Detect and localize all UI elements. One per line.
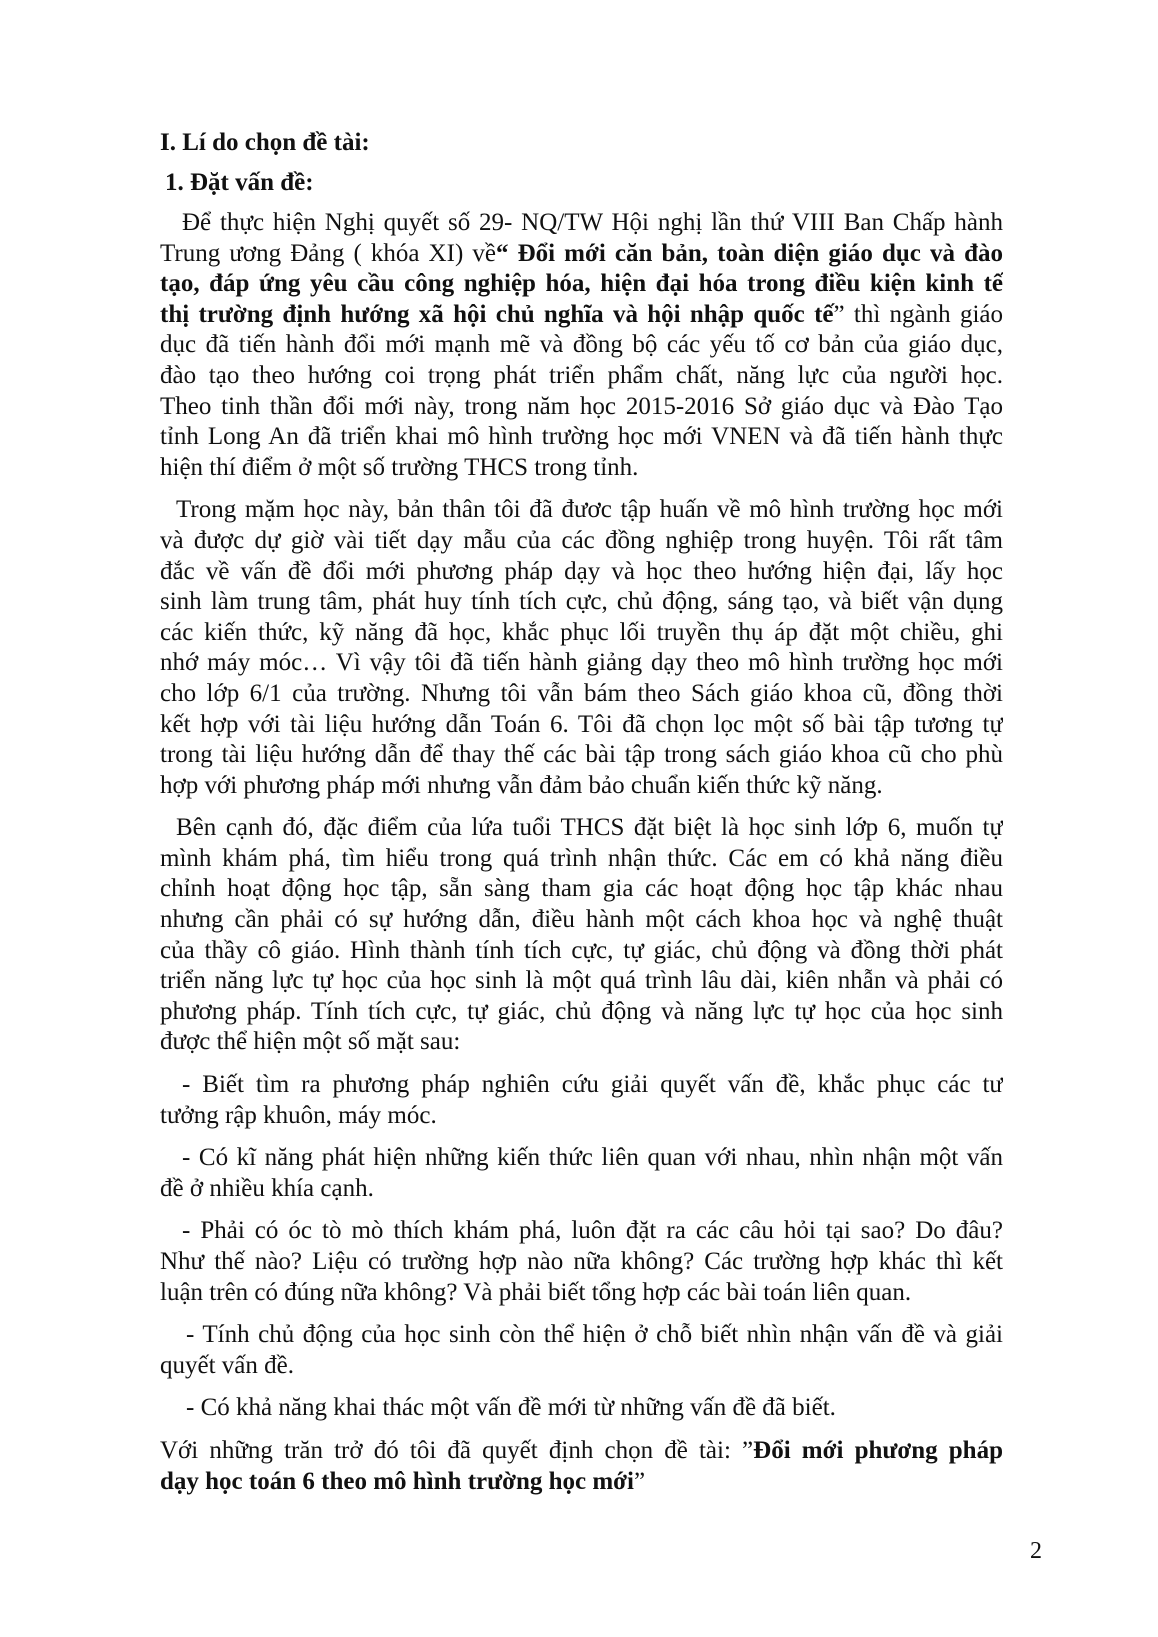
text-line: - Biết tìm ra phương pháp nghiên cứu giải quyết vấn đề, khắc phục các tư (182, 1071, 1003, 1099)
bullet-3 (160, 1216, 1003, 1308)
paragraph-1 (160, 208, 1003, 483)
bullet-2 (160, 1143, 1003, 1204)
bold-text-run: dạy học toán 6 theo mô hình trường học mới (160, 1467, 634, 1495)
text-line: trong tài liệu hướng dẫn để thay thế các bài tập trong sách giáo khoa cũ cho phù (160, 741, 1003, 769)
text-line: phương pháp. Tính tích cực, tự giác, chủ động và năng lực tự học của học sinh (160, 997, 1003, 1025)
text-line: chỉnh hoạt động học tập, sẵn sàng tham gia các hoạt động học tập khác nhau (160, 875, 1003, 903)
text-line (160, 1467, 1003, 1498)
bold-text-run: thị trường định hướng xã hội chủ nghĩa và hội nhập quốc tế (160, 300, 834, 328)
text-line: triển năng lực tự học của học sinh là một quá trình lâu dài, kiên nhẫn và phải có (160, 967, 1003, 995)
text-line: - Có kĩ năng phát hiện những kiến thức liên quan với nhau, nhìn nhận một vấn (182, 1144, 1003, 1172)
text-line: kết hợp với tài liệu hướng dẫn Toán 6. Tôi đã chọn lọc một số bài tập tương tự (160, 710, 1003, 738)
text-line (160, 239, 1003, 270)
text-line: của thầy cô giáo. Hình thành tính tích cực, tự giác, chủ động và đồng thời phát (160, 936, 1003, 964)
text-line: mình khám phá, tìm hiểu trong quá trình nhận thức. Các em có khả năng điều (160, 844, 1003, 872)
bullet-4 (160, 1320, 1003, 1381)
text-line: và được dự giờ vài tiết dạy mẫu của các đồng nghiệp trong huyện. Tôi rất tâm (160, 526, 1003, 554)
text-line: đào tạo theo hướng coi trọng phát triển phẩm chất, năng lực của người học. (160, 361, 1003, 389)
section-heading: I. Lí do chọn đề tài: (160, 129, 370, 156)
text-line: dục đã tiến hành đổi mới mạnh mẽ và đồng bộ các yếu tố cơ bản của giáo dục, (160, 331, 1003, 359)
paragraph-3 (160, 813, 1003, 1058)
text-line: tạo, đáp ứng yêu cầu công nghiệp hóa, hiện đại hóa trong điều kiện kinh tế (160, 270, 1003, 298)
bold-text-run: Đổi mới phương pháp (753, 1436, 1003, 1464)
text-line: nhớ máy móc… Vì vậy tôi đã tiến hành giảng dạy theo mô hình trường học mới (160, 649, 1003, 677)
text-line: tỉnh Long An đã triển khai mô hình trường học mới VNEN và đã tiến hành thực (160, 423, 1003, 451)
text-line (160, 1436, 1003, 1467)
bullet-5 (160, 1393, 1003, 1424)
text-run: ” (633, 1467, 646, 1495)
page-number: 2 (1030, 1538, 1042, 1564)
text-line: tưởng rập khuôn, máy móc. (160, 1101, 437, 1129)
bold-text-run: “ Đổi mới căn bản, toàn diện giáo dục và đào (495, 239, 1003, 267)
text-line: được thể hiện một số mặt sau: (160, 1028, 461, 1056)
text-run: ” thì ngành giáo (833, 300, 1003, 328)
text-run: Với những trăn trở đó tôi đã quyết định chọn đề tài: ” (160, 1436, 754, 1464)
text-line: luận trên có đúng nữa không? Và phải biết tổng hợp các bài toán liên quan. (160, 1278, 912, 1306)
conclusion-paragraph (160, 1436, 1003, 1497)
text-line (160, 300, 1003, 331)
text-line: Theo tinh thần đổi mới này, trong năm học 2015-2016 Sở giáo dục và Đào Tạo (160, 392, 1003, 420)
bullet-1 (160, 1070, 1003, 1131)
text-line: các kiến thức, kỹ năng đã học, khắc phục lối truyền thụ áp đặt một chiều, ghi (160, 618, 1003, 646)
text-line: Để thực hiện Nghị quyết số 29- NQ/TW Hội nghị lần thứ VIII Ban Chấp hành (182, 209, 1003, 236)
text-line: sinh làm trung tâm, phát huy tính tích cực, chủ động, sáng tạo, và biết vận dụng (160, 588, 1003, 616)
text-line: hiện thí điểm ở một số trường THCS trong tỉnh. (160, 453, 639, 481)
text-line: đắc về vấn đề đổi mới phương pháp dạy và học theo hướng hiện đại, lấy học (160, 557, 1003, 585)
text-line: Bên cạnh đó, đặc điểm của lứa tuổi THCS đặt biệt là học sinh lớp 6, muốn tự (176, 814, 1003, 842)
paragraph-2 (160, 495, 1003, 801)
text-line: - Phải có óc tò mò thích khám phá, luôn đặt ra các câu hỏi tại sao? Do đâu? (182, 1217, 1003, 1245)
text-line: quyết vấn đề. (160, 1351, 294, 1379)
text-line: hợp với phương pháp mới nhưng vẫn đảm bảo chuẩn kiến thức kỹ năng. (160, 771, 883, 799)
page-content (160, 128, 1003, 1509)
text-line: - Tính chủ động của học sinh còn thể hiện ở chỗ biết nhìn nhận vấn đề và giải (186, 1321, 1003, 1349)
text-line: cho lớp 6/1 của trường. Nhưng tôi vẫn bám theo Sách giáo khoa cũ, đồng thời (160, 679, 1003, 707)
text-line: Trong mặm học này, bản thân tôi đã đươc tập huấn về mô hình trường học mới (176, 496, 1003, 524)
text-line: đề ở nhiều khía cạnh. (160, 1174, 374, 1202)
text-line: Như thế nào? Liệu có trường hợp nào nữa không? Các trường hợp khác thì kết (160, 1248, 1003, 1275)
subsection-heading: 1. Đặt vấn đề: (165, 169, 314, 196)
text-run: Trung ương Đảng ( khóa XI) về (160, 239, 496, 267)
text-line: nhưng cần phải có sự hướng dẫn, điều hành một cách khoa học và nghệ thuật (160, 906, 1003, 934)
text-line: - Có khả năng khai thác một vấn đề mới từ những vấn đề đã biết. (186, 1394, 836, 1422)
